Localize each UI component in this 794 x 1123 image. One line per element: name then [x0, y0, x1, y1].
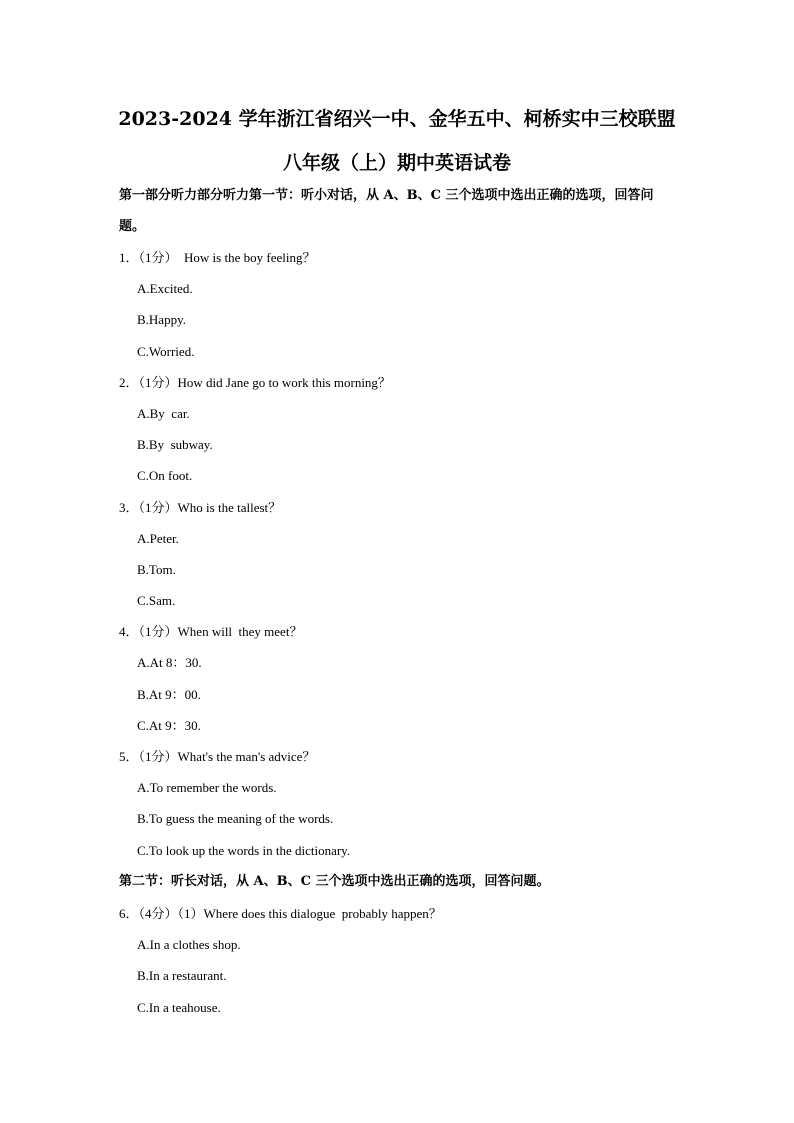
- question-score: （1分）: [138, 749, 178, 764]
- option-b: B.Happy.: [137, 312, 186, 328]
- question-number: 6．: [119, 906, 139, 921]
- question-stem: [119, 898, 719, 929]
- option-b: B.In a restaurant.: [137, 968, 227, 984]
- question-5: [119, 741, 719, 866]
- question-number: 3．: [119, 499, 139, 515]
- question-6: [119, 898, 719, 1023]
- exam-title-line-2: 八年级（上）期中英语试卷: [282, 152, 511, 174]
- question-stem: [119, 492, 719, 523]
- option-c: C.Worried.: [137, 343, 195, 359]
- question-text: （1）Where does this dialogue probably happen？: [177, 906, 442, 921]
- question-score: （4分）: [138, 906, 178, 921]
- question-score: （1分）: [138, 624, 178, 640]
- question-score: （1分）: [138, 374, 178, 390]
- question-3: [119, 492, 719, 617]
- question-number: 2．: [119, 374, 139, 390]
- question-number: 5．: [119, 749, 139, 764]
- option-a: A.In a clothes shop.: [137, 937, 241, 953]
- option-a: A.Excited.: [137, 281, 193, 297]
- option-a: A.By car.: [137, 405, 190, 421]
- question-text: How is the boy feeling？: [177, 250, 316, 265]
- question-stem: [119, 616, 719, 647]
- section-1-instruction: 第一部分听力部分听力第一节：听小对话，从 A、B、C 三个选项中选出正确的选项，回答问题。: [119, 188, 654, 234]
- option-b: B.Tom.: [137, 561, 176, 577]
- question-list: [119, 242, 719, 866]
- question-4: [119, 616, 719, 741]
- option-c: C.At 9：30.: [137, 717, 201, 733]
- option-b: B.At 9：00.: [137, 686, 201, 702]
- section-2-instruction: 第二节：听长对话，从 A、B、C 三个选项中选出正确的选项，回答问题。: [119, 874, 550, 889]
- option-b: B.To guess the meaning of the words.: [137, 811, 334, 827]
- question-text: Who is the tallest？: [177, 499, 282, 515]
- option-a: A.To remember the words.: [137, 780, 277, 796]
- question-stem: [119, 242, 719, 273]
- option-c: C.To look up the words in the dictionary.: [137, 842, 351, 858]
- option-c: C.On foot.: [137, 468, 193, 484]
- question-score: （1分）: [138, 499, 178, 515]
- question-number: 1．: [119, 250, 139, 265]
- question-score: （1分）: [138, 250, 178, 265]
- option-c: C.Sam.: [137, 593, 176, 609]
- question-text: How did Jane go to work this morning？: [177, 374, 391, 390]
- question-stem: [119, 367, 719, 398]
- question-1: [119, 242, 719, 367]
- question-number: 4．: [119, 624, 139, 640]
- exam-title-line-1: 2023-2024 学年浙江省绍兴一中、金华五中、柯桥实中三校联盟: [118, 108, 676, 130]
- question-stem: [119, 741, 719, 772]
- option-a: A.At 8：30.: [137, 655, 202, 671]
- option-a: A.Peter.: [137, 530, 179, 546]
- question-text: What's the man's advice？: [177, 749, 316, 764]
- question-text: When will they meet？: [177, 624, 303, 640]
- question-2: [119, 367, 719, 492]
- option-c: C.In a teahouse.: [137, 999, 221, 1015]
- option-b: B.By subway.: [137, 437, 213, 453]
